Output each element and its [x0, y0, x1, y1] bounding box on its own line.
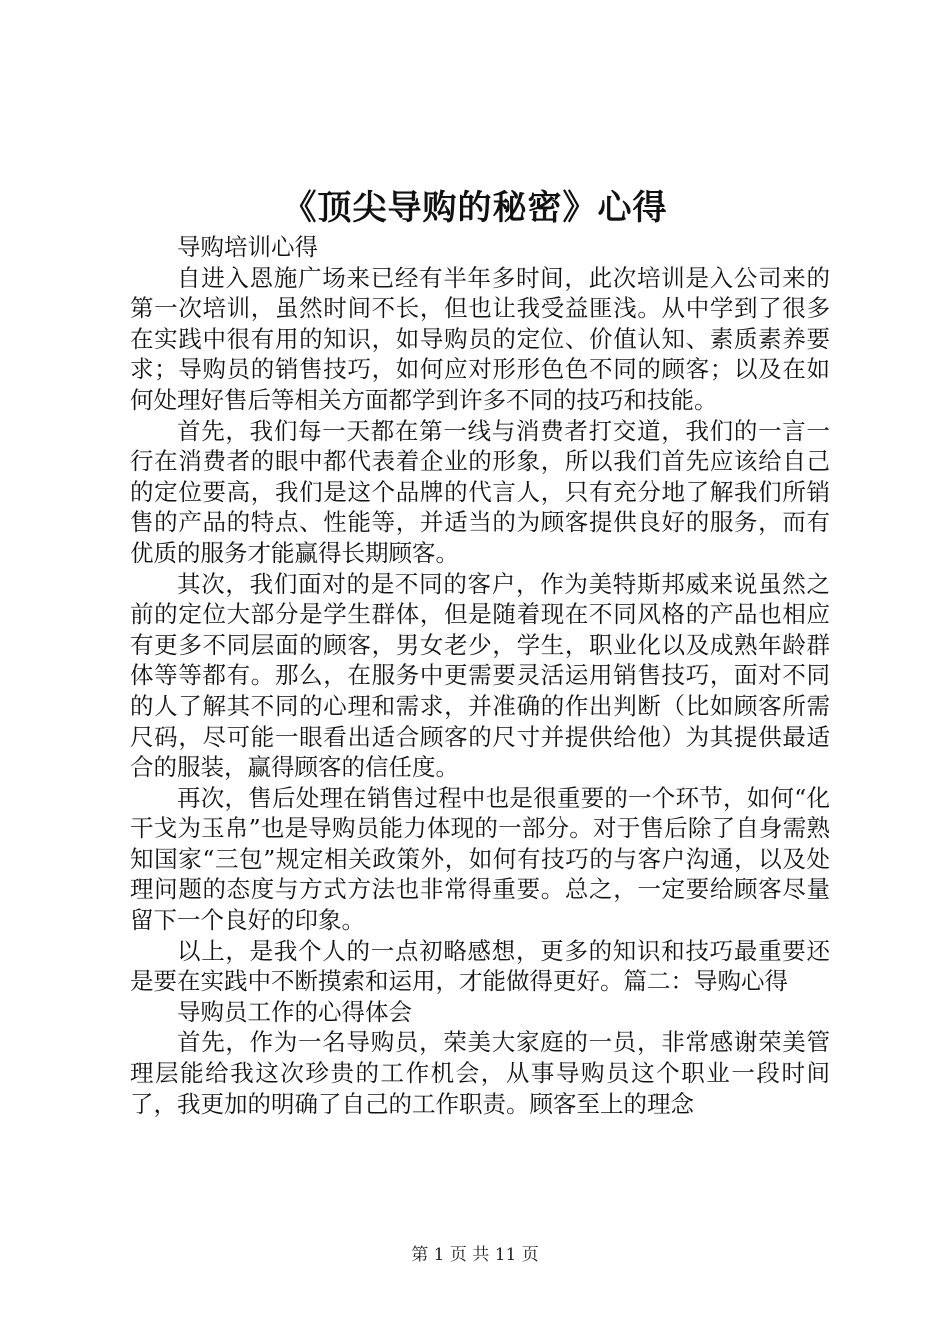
document-title: 《顶尖导购的秘密》心得: [282, 188, 668, 228]
paragraph: 首先，作为一名导购员，荣美大家庭的一员，非常感谢荣美管理层能给我这次珍贵的工作机会，从事导购员这个职业一段时间了，我更加的明确了自己的工作职责。顾客至上的理念: [130, 1028, 830, 1118]
paragraph: 再次，售后处理在销售过程中也是很重要的一个环节，如何“化干戈为玉帛”也是导购员能力体现的一部分。对于售后除了自身需熟知国家“三包”规定相关政策外，如何有技巧的与客户沟通，以及处理问题的态度与方式方法也非常得重要。总之，一定要给顾客尽量留下一个良好的印象。: [130, 783, 830, 935]
page-number-footer: 第 1 页 共 11 页: [411, 1245, 539, 1265]
paragraph: 导购培训心得: [177, 233, 318, 261]
paragraph: 以上，是我个人的一点初略感想，更多的知识和技巧最重要还是要在实践中不断摸索和运用，才能做得更好。篇二：导购心得: [130, 936, 830, 996]
document-body: [130, 232, 830, 1119]
paragraph: 导购员工作的心得体会: [177, 997, 412, 1026]
paragraph: 自进入恩施广场来已经有半年多时间，此次培训是入公司来的第一次培训，虽然时间不长，但也让我受益匪浅。从中学到了很多在实践中很有用的知识，如导购员的定位、价值认知、素质素养要求；导购员的销售技巧，如何应对形形色色不同的顾客；以及在如何处理好售后等相关方面都学到许多不同的技巧和技能。: [130, 263, 830, 414]
paragraph: 其次，我们面对的是不同的客户，作为美特斯邦威来说虽然之前的定位大部分是学生群体，但是随着现在不同风格的产品也相应有更多不同层面的顾客，男女老少，学生，职业化以及成熟年龄群体等等都有。那么，在服务中更需要灵活运用销售技巧，面对不同的人了解其不同的心理和需求，并准确的作出判断（比如顾客所需尺码，尽可能一眼看出适合顾客的尺寸并提供给他）为其提供最适合的服装，赢得顾客的信任度。: [130, 569, 830, 782]
paragraph: 首先，我们每一天都在第一线与消费者打交道，我们的一言一行在消费者的眼中都代表着企业的形象，所以我们首先应该给自己的定位要高，我们是这个品牌的代言人，只有充分地了解我们所销售的产品的特点、性能等，并适当的为顾客提供良好的服务，而有优质的服务才能赢得长期顾客。: [130, 416, 830, 567]
